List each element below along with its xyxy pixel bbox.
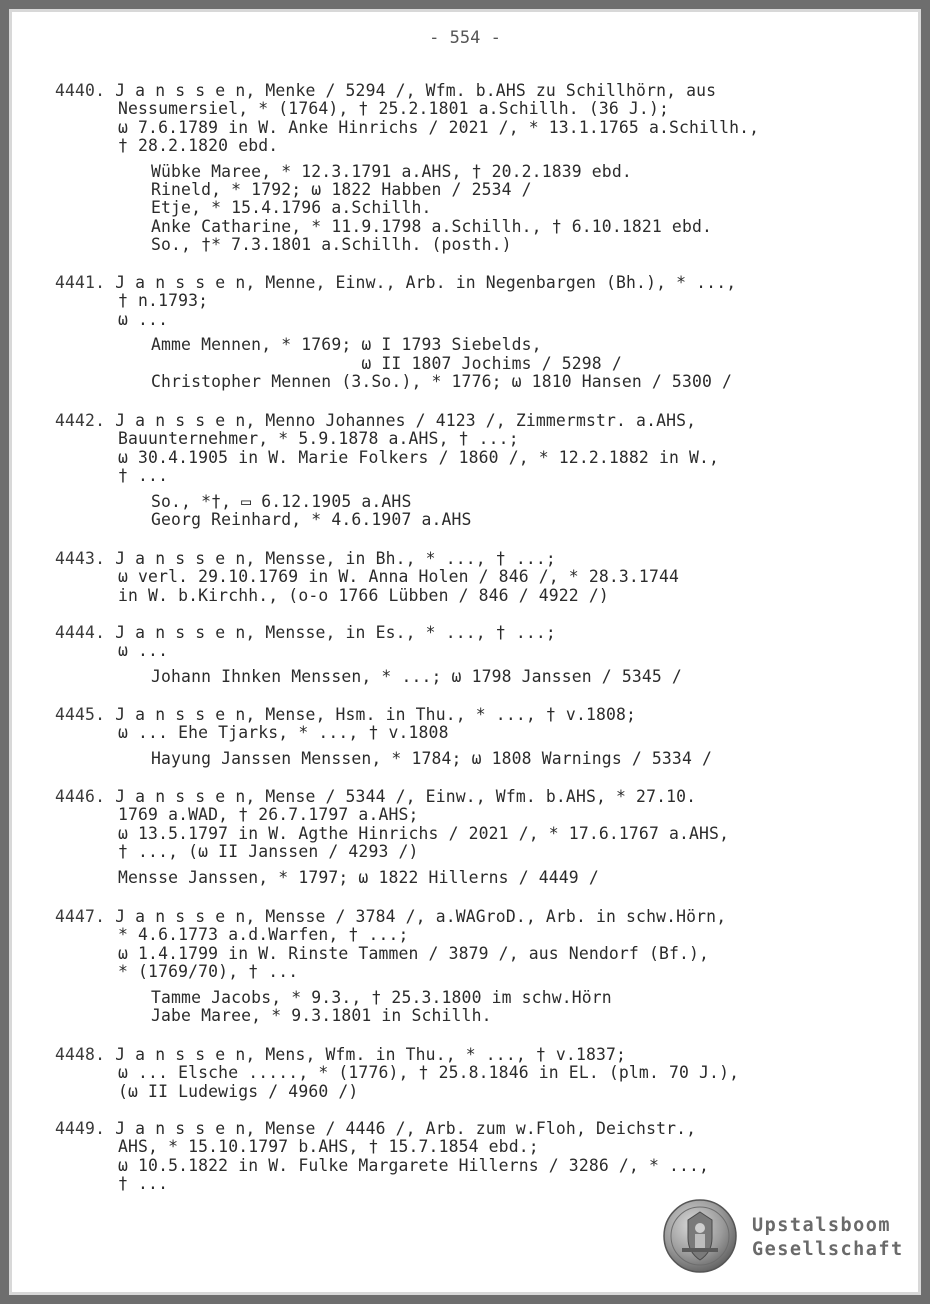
entry-number: 4440. [55,81,106,100]
children-list [55,668,885,686]
entry-number: 4449. [55,1119,106,1138]
child-line: Hayung Janssen Menssen, * 1784; ω 1808 Warnings / 5334 / [151,748,713,768]
child-line: So., *†, ▭ 6.12.1905 a.AHS [151,491,412,511]
entry-text: J a n s s e n, Menke / 5294 /, Wfm. b.AHS zu Schillhörn, aus [115,81,717,100]
entry-text: J a n s s e n, Mensse, in Es., * ..., † ...; [115,623,556,642]
entry-line: ω ... Elsche ....., * (1776), † 25.8.1846 in EL. (plm. 70 J.), [118,1063,740,1083]
child-line: Wübke Maree, * 12.3.1791 a.AHS, † 20.2.1839 ebd. [151,161,632,181]
society-name-line1: Upstalsboom [752,1215,892,1236]
entry-line: * 4.6.1773 a.d.Warfen, † ...; [118,925,409,945]
entry-line [55,908,885,926]
entry-4441 [55,274,885,391]
entry-line: ω ... [118,309,169,329]
entry-number: 4445. [55,705,106,724]
children-list [55,869,885,887]
entry-line [55,274,885,292]
entry-text: J a n s s e n, Menno Johannes / 4123 /, Zimmermstr. a.AHS, [115,411,697,430]
entry-text: J a n s s e n, Mens, Wfm. in Thu., * ..., † v.1837; [115,1045,627,1064]
entry-line: † n.1793; [118,291,209,311]
entry-number: 4442. [55,411,106,430]
children-list [55,750,885,768]
entry-line [55,412,885,430]
entry-line: in W. b.Kirchh., (o-o 1766 Lübben / 846 / 4922 /) [118,585,609,605]
entry-line: ω 13.5.1797 in W. Agthe Hinrichs / 2021 /, * 17.6.1767 a.AHS, [118,823,730,843]
seal-emblem-icon [662,1198,738,1274]
society-name-line2: Gesellschaft [752,1239,904,1260]
entry-line [55,788,885,806]
entry-4449 [55,1120,885,1194]
entry-4443 [55,550,885,605]
children-list [55,163,885,255]
entry-line: † ... [118,1174,169,1194]
entry-line: ω 10.5.1822 in W. Fulke Margarete Hillerns / 3286 /, * ..., [118,1155,710,1175]
child-line: Jabe Maree, * 9.3.1801 in Schillh. [151,1006,492,1026]
entry-line: (ω II Ludewigs / 4960 /) [118,1081,359,1101]
child-line: Etje, * 15.4.1796 a.Schillh. [151,198,432,218]
entry-line: Nessumersiel, * (1764), † 25.2.1801 a.Schillh. (36 J.); [118,99,669,119]
society-name [752,1214,904,1262]
entry-4442 [55,412,885,529]
entry-4446 [55,788,885,887]
entry-line: ω ... [118,641,169,661]
children-list [55,336,885,391]
entry-number: 4441. [55,273,106,292]
entry-line [55,550,885,568]
entry-line: † ..., (ω II Janssen / 4293 /) [118,842,419,862]
entry-number: 4448. [55,1045,106,1064]
entry-text: J a n s s e n, Mensse / 3784 /, a.WAGroD., Arb. in schw.Hörn, [115,907,727,926]
entry-text: J a n s s e n, Menne, Einw., Arb. in Negenbargen (Bh.), * ..., [115,273,737,292]
child-line: Christopher Mennen (3.So.), * 1776; ω 1810 Hansen / 5300 / [151,372,733,392]
entry-line: ω verl. 29.10.1769 in W. Anna Holen / 846 /, * 28.3.1744 [118,567,680,587]
child-line: ω II 1807 Jochims / 5298 / [151,353,622,373]
entry-text: J a n s s e n, Mense / 5344 /, Einw., Wfm. b.AHS, * 27.10. [115,787,697,806]
entry-line [55,1120,885,1138]
page-number: - 554 - [429,28,501,48]
entry-text: J a n s s e n, Mensse, in Bh., * ..., † ...; [115,549,556,568]
entry-4445 [55,706,885,768]
entry-line: AHS, * 15.10.1797 b.AHS, † 15.7.1854 ebd.; [118,1137,539,1157]
entry-line [55,706,885,724]
entry-4444 [55,624,885,686]
entry-line: 1769 a.WAD, † 26.7.1797 a.AHS; [118,805,419,825]
entry-line: ω 30.4.1905 in W. Marie Folkers / 1860 /, * 12.2.1882 in W., [118,447,720,467]
entry-number: 4446. [55,787,106,806]
entry-4448 [55,1046,885,1101]
entry-4447 [55,908,885,1025]
children-list [55,493,885,530]
child-line: So., †* 7.3.1801 a.Schillh. (posth.) [151,235,512,255]
entry-line: ω ... Ehe Tjarks, * ..., † v.1808 [118,723,449,743]
entry-number: 4443. [55,549,106,568]
children-list [55,989,885,1026]
child-line: Amme Mennen, * 1769; ω I 1793 Siebelds, [151,335,542,355]
entry-text: J a n s s e n, Mense / 4446 /, Arb. zum w.Floh, Deichstr., [115,1119,697,1138]
child-line: Georg Reinhard, * 4.6.1907 a.AHS [151,510,472,530]
child-line: Johann Ihnken Menssen, * ...; ω 1798 Janssen / 5345 / [151,666,682,686]
entry-line [55,624,885,642]
entry-line: † 28.2.1820 ebd. [118,136,279,156]
entry-line: * (1769/70), † ... [118,962,299,982]
entry-line: ω 1.4.1799 in W. Rinste Tammen / 3879 /, aus Nendorf (Bf.), [118,943,710,963]
entry-line: ω 7.6.1789 in W. Anke Hinrichs / 2021 /, * 13.1.1765 a.Schillh., [118,117,760,137]
child-line: Anke Catharine, * 11.9.1798 a.Schillh., † 6.10.1821 ebd. [151,216,713,236]
entry-line: Bauunternehmer, * 5.9.1878 a.AHS, † ...; [118,429,519,449]
entry-number: 4447. [55,907,106,926]
entry-line: † ... [118,466,169,486]
child-line: Mensse Janssen, * 1797; ω 1822 Hillerns / 4449 / [118,867,599,887]
entry-line [55,1046,885,1064]
entry-number: 4444. [55,623,106,642]
entry-4440 [55,82,885,255]
entry-line [55,82,885,100]
entry-text: J a n s s e n, Mense, Hsm. in Thu., * ..., † v.1808; [115,705,637,724]
child-line: Tamme Jacobs, * 9.3., † 25.3.1800 im schw.Hörn [151,987,612,1007]
child-line: Rineld, * 1792; ω 1822 Habben / 2534 / [151,180,532,200]
